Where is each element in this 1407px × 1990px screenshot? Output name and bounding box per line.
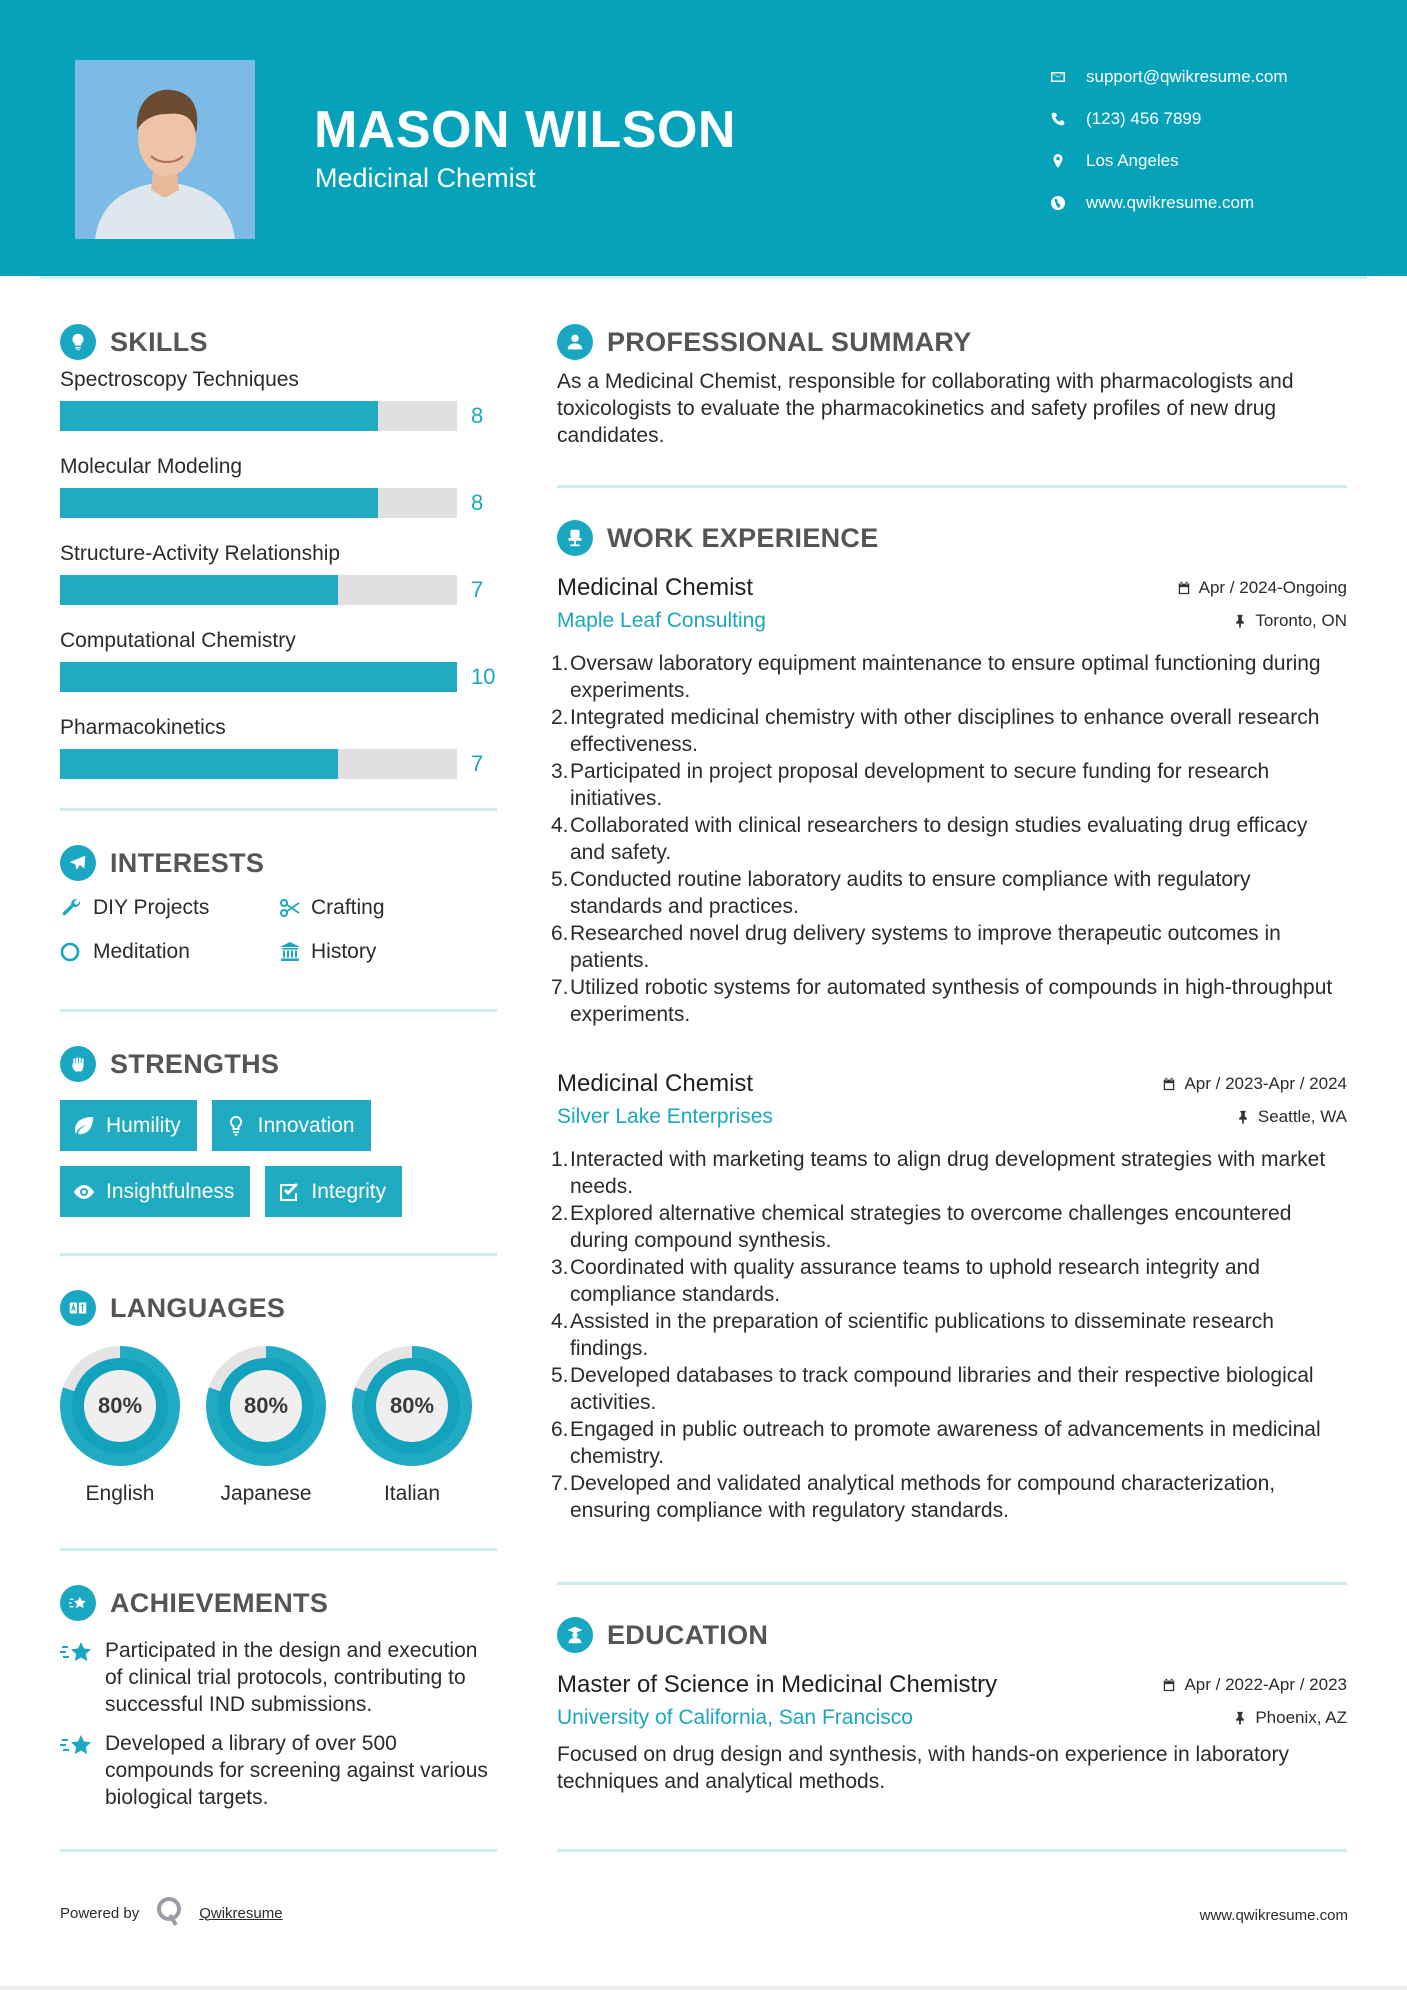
bullet-text: Developed databases to track compound libraries and their respective biological activities. xyxy=(570,1364,1314,1414)
skills-list xyxy=(60,368,497,782)
bullet-number: 1. xyxy=(551,1148,569,1171)
language-progress-ring xyxy=(352,1346,472,1466)
school-name: University of California, San Francisco xyxy=(557,1706,913,1729)
skill-bar xyxy=(60,749,457,779)
interest-label: Crafting xyxy=(311,896,385,919)
bullet-number: 5. xyxy=(551,1364,569,1387)
powered-by-text: Powered by xyxy=(60,1904,140,1922)
achievements-section xyxy=(60,1581,497,1811)
museum-icon xyxy=(278,940,311,964)
education-title: EDUCATION xyxy=(607,1619,769,1650)
language-name: Italian xyxy=(383,1482,441,1505)
strength-chip xyxy=(60,1166,250,1217)
interest-item xyxy=(60,937,278,967)
bullet-text: Collaborated with clinical researchers to design studies evaluating drug efficacy and safety. xyxy=(570,814,1308,864)
interest-label: DIY Projects xyxy=(93,896,210,919)
interest-label: Meditation xyxy=(93,940,190,963)
education-dates-text: Apr / 2022-Apr / 2023 xyxy=(1184,1675,1347,1694)
resume-header xyxy=(0,0,1407,276)
skill-value: 8 xyxy=(471,490,484,515)
degree-title: Master of Science in Medicinal Chemistry xyxy=(557,1671,998,1698)
leaf-icon xyxy=(72,1114,96,1138)
skill-item xyxy=(60,368,497,434)
strengths-heading xyxy=(60,1042,497,1086)
skill-bar xyxy=(60,662,457,692)
job-bullet xyxy=(551,866,1347,920)
bullet-number: 2. xyxy=(551,1202,569,1225)
bullet-number: 5. xyxy=(551,868,569,891)
bullet-number: 7. xyxy=(551,1472,569,1495)
bullet-text: Assisted in the preparation of scientific publications to disseminate research findings. xyxy=(570,1310,1274,1360)
bullet-text: Participated in project proposal development to secure funding for research initiatives. xyxy=(570,760,1270,810)
bullet-number: 6. xyxy=(551,922,569,945)
skill-bar-fill xyxy=(60,662,457,692)
bullet-number: 1. xyxy=(551,652,569,675)
summary-text: As a Medicinal Chemist, responsible for collaborating with pharmacologists and toxicologists to evaluate the pharmacokinetics and safety profiles of new drug candidates. xyxy=(557,370,1294,447)
skill-value: 7 xyxy=(471,751,484,776)
interest-item xyxy=(60,893,278,923)
achievements-list xyxy=(60,1637,497,1811)
education-location-text: Phoenix, AZ xyxy=(1255,1708,1347,1727)
company-name: Maple Leaf Consulting xyxy=(557,609,766,632)
languages-list xyxy=(60,1346,497,1506)
skill-bar xyxy=(60,488,457,518)
section-divider xyxy=(60,1548,497,1551)
achievement-text: Developed a library of over 500 compounds for screening against various biological targets. xyxy=(105,1732,488,1809)
education-location xyxy=(1233,1708,1347,1728)
contact-phone[interactable] xyxy=(1050,98,1288,140)
job-dates-text: Apr / 2024-Ongoing xyxy=(1198,578,1347,597)
job-title: Medicinal Chemist xyxy=(557,1070,754,1097)
strengths-section xyxy=(60,1042,497,1217)
skill-item xyxy=(60,455,497,521)
language-percent: 80% xyxy=(84,1370,156,1442)
contact-email-text: support@qwikresume.com xyxy=(1086,67,1288,86)
qwikresume-link[interactable]: Qwikresume xyxy=(199,1904,283,1922)
bullet-text: Conducted routine laboratory audits to ensure compliance with regulatory standards and practices. xyxy=(570,868,1251,918)
job-bullet xyxy=(551,758,1347,812)
lightbulb-icon xyxy=(224,1114,248,1138)
strength-label: Innovation xyxy=(257,1113,355,1137)
bullet-text: Developed and validated analytical methods for compound characterization, ensuring compliance with regulatory standards. xyxy=(570,1472,1276,1522)
person-photo-icon xyxy=(75,60,255,239)
right-column xyxy=(551,320,1347,1852)
achievement-text: Participated in the design and execution of clinical trial protocols, contributing to successful IND submissions. xyxy=(105,1639,478,1716)
interests-list xyxy=(60,893,497,967)
education-heading xyxy=(557,1613,1347,1657)
language-progress-ring xyxy=(206,1346,326,1466)
graduate-icon xyxy=(557,1617,593,1653)
job-bullet xyxy=(551,920,1347,974)
interests-title: INTERESTS xyxy=(110,847,265,878)
translate-icon xyxy=(60,1290,96,1326)
summary-heading xyxy=(557,320,1347,364)
job-bullet xyxy=(551,974,1347,1028)
jobs-list xyxy=(551,570,1347,1524)
section-divider xyxy=(60,1009,497,1012)
star-icon xyxy=(60,1637,105,1718)
job-location xyxy=(1236,1107,1347,1127)
job-entry xyxy=(551,570,1347,1028)
skills-heading xyxy=(60,320,497,364)
contact-location xyxy=(1050,140,1288,182)
job-dates xyxy=(1162,1074,1347,1094)
job-bullet xyxy=(551,1362,1347,1416)
language-item xyxy=(60,1346,180,1506)
contact-location-text: Los Angeles xyxy=(1086,151,1179,170)
skill-bar-fill xyxy=(60,488,378,518)
skill-bar-fill xyxy=(60,749,338,779)
skill-bar xyxy=(60,575,457,605)
language-percent: 80% xyxy=(230,1370,302,1442)
language-percent: 80% xyxy=(376,1370,448,1442)
languages-heading xyxy=(60,1286,497,1330)
calendar-icon xyxy=(1162,1678,1176,1692)
circle-icon xyxy=(60,940,93,964)
job-bullets xyxy=(551,650,1347,1028)
globe-icon xyxy=(1050,195,1086,211)
summary-section xyxy=(557,320,1347,449)
achievement-item xyxy=(60,1730,497,1811)
footer-powered-by xyxy=(60,1895,283,1931)
candidate-name: MASON WILSON xyxy=(314,101,736,159)
bullet-number: 7. xyxy=(551,976,569,999)
calendar-icon xyxy=(1177,581,1191,595)
left-column xyxy=(60,320,497,1852)
bullet-text: Oversaw laboratory equipment maintenance to ensure optimal functioning during experiments. xyxy=(570,652,1321,702)
job-location xyxy=(1233,611,1347,631)
bullet-number: 6. xyxy=(551,1418,569,1441)
company-name: Silver Lake Enterprises xyxy=(557,1105,773,1128)
section-divider xyxy=(557,1849,1347,1852)
footer-website[interactable]: www.qwikresume.com xyxy=(1199,1907,1348,1924)
bullet-text: Engaged in public outreach to promote awareness of advancements in medicinal chemistry. xyxy=(570,1418,1321,1468)
experience-title: WORK EXPERIENCE xyxy=(607,522,879,553)
skill-name: Molecular Modeling xyxy=(60,455,243,478)
interests-heading xyxy=(60,841,497,885)
skill-bar xyxy=(60,401,457,431)
strength-label: Humility xyxy=(106,1113,181,1137)
achievements-heading xyxy=(60,1581,497,1625)
skill-item xyxy=(60,629,497,695)
job-bullets xyxy=(551,1146,1347,1524)
job-dates xyxy=(1177,578,1347,598)
strength-label: Integrity xyxy=(311,1179,387,1203)
lightbulb-icon xyxy=(60,324,96,360)
checkbox-icon xyxy=(277,1180,301,1204)
qwikresume-logo-icon xyxy=(155,1895,185,1931)
skills-title: SKILLS xyxy=(110,326,208,357)
skill-item xyxy=(60,542,497,608)
skill-value: 7 xyxy=(471,577,484,602)
language-item xyxy=(352,1346,472,1506)
chair-icon xyxy=(557,520,593,556)
bullet-number: 3. xyxy=(551,760,569,783)
job-bullet xyxy=(551,1470,1347,1524)
job-bullet xyxy=(551,1146,1347,1200)
languages-title: LANGUAGES xyxy=(110,1292,286,1323)
contact-phone-text: (123) 456 7899 xyxy=(1086,109,1202,128)
job-dates-text: Apr / 2023-Apr / 2024 xyxy=(1184,1074,1347,1093)
language-item xyxy=(206,1346,326,1506)
pushpin-icon xyxy=(1233,1711,1247,1725)
experience-heading xyxy=(557,516,1347,560)
contact-website[interactable] xyxy=(1050,182,1288,224)
map-pin-icon xyxy=(1050,153,1086,169)
strength-chip xyxy=(212,1100,371,1151)
pushpin-icon xyxy=(1236,1110,1250,1124)
education-description: Focused on drug design and synthesis, with hands-on experience in laboratory techniques and analytical methods. xyxy=(557,1743,1289,1793)
skill-name: Computational Chemistry xyxy=(60,629,296,652)
job-bullet xyxy=(551,650,1347,704)
bullet-text: Researched novel drug delivery systems to improve therapeutic outcomes in patients. xyxy=(570,922,1281,972)
job-bullet xyxy=(551,1200,1347,1254)
star-badge-icon xyxy=(60,1585,96,1621)
strength-chip xyxy=(265,1166,402,1217)
bullet-text: Explored alternative chemical strategies to overcome challenges encountered during compound synthesis. xyxy=(570,1202,1292,1252)
education-entry xyxy=(557,1667,1347,1795)
strength-chip xyxy=(60,1100,197,1151)
skill-name: Pharmacokinetics xyxy=(60,716,226,739)
strengths-title: STRENGTHS xyxy=(110,1048,280,1079)
job-bullet xyxy=(551,1254,1347,1308)
languages-section xyxy=(60,1286,497,1506)
job-bullet xyxy=(551,1308,1347,1362)
job-entry xyxy=(551,1066,1347,1524)
experience-section xyxy=(551,516,1347,1524)
bullet-number: 3. xyxy=(551,1256,569,1279)
job-bullet xyxy=(551,812,1347,866)
star-icon xyxy=(60,1730,105,1811)
section-divider xyxy=(60,808,497,811)
page-bottom-edge xyxy=(0,1986,1407,1990)
interest-item xyxy=(278,937,478,967)
section-divider xyxy=(557,485,1347,488)
paper-plane-icon xyxy=(60,845,96,881)
skill-value: 10 xyxy=(471,664,496,689)
skill-bar-fill xyxy=(60,401,378,431)
language-name: Japanese xyxy=(220,1482,312,1505)
interest-label: History xyxy=(311,940,377,963)
fist-icon xyxy=(60,1046,96,1082)
education-section xyxy=(557,1613,1347,1795)
job-title: Medicinal Chemist xyxy=(557,574,754,601)
envelope-icon xyxy=(1050,69,1086,85)
eye-icon xyxy=(72,1180,96,1204)
wrench-icon xyxy=(60,896,93,920)
bullet-text: Utilized robotic systems for automated synthesis of compounds in high-throughput experiments. xyxy=(570,976,1333,1026)
strengths-list xyxy=(60,1100,497,1217)
language-progress-ring xyxy=(60,1346,180,1466)
section-divider xyxy=(60,1849,497,1852)
achievement-item xyxy=(60,1637,497,1718)
pushpin-icon xyxy=(1233,614,1247,628)
summary-title: PROFESSIONAL SUMMARY xyxy=(607,326,972,357)
interest-item xyxy=(278,893,478,923)
user-icon xyxy=(557,324,593,360)
strength-label: Insightfulness xyxy=(106,1179,235,1203)
contact-list xyxy=(1050,56,1288,224)
section-divider xyxy=(60,1253,497,1256)
contact-email[interactable] xyxy=(1050,56,1288,98)
skill-name: Spectroscopy Techniques xyxy=(60,368,299,391)
job-location-text: Seattle, WA xyxy=(1257,1107,1347,1126)
education-dates xyxy=(1162,1675,1347,1695)
phone-icon xyxy=(1050,111,1086,127)
skill-name: Structure-Activity Relationship xyxy=(60,542,341,565)
bullet-number: 2. xyxy=(551,706,569,729)
contact-website-text: www.qwikresume.com xyxy=(1086,193,1255,212)
bullet-text: Interacted with marketing teams to align drug development strategies with market needs. xyxy=(570,1148,1326,1198)
achievements-title: ACHIEVEMENTS xyxy=(110,1587,329,1618)
skill-bar-fill xyxy=(60,575,338,605)
language-name: English xyxy=(85,1482,155,1505)
calendar-icon xyxy=(1162,1077,1176,1091)
job-bullet xyxy=(551,1416,1347,1470)
skills-section xyxy=(60,320,497,782)
scissors-icon xyxy=(278,896,311,920)
section-divider xyxy=(557,1582,1347,1585)
interests-section xyxy=(60,841,497,967)
job-location-text: Toronto, ON xyxy=(1255,611,1347,630)
bullet-number: 4. xyxy=(551,1310,569,1333)
skill-item xyxy=(60,716,497,782)
skill-value: 8 xyxy=(471,403,484,428)
profile-photo xyxy=(75,60,255,239)
bullet-number: 4. xyxy=(551,814,569,837)
bullet-text: Coordinated with quality assurance teams to uphold research integrity and compliance standards. xyxy=(570,1256,1260,1306)
job-bullet xyxy=(551,704,1347,758)
candidate-title: Medicinal Chemist xyxy=(315,163,536,193)
bullet-text: Integrated medicinal chemistry with other disciplines to enhance overall research effectiveness. xyxy=(570,706,1320,756)
header-divider xyxy=(40,276,1367,279)
